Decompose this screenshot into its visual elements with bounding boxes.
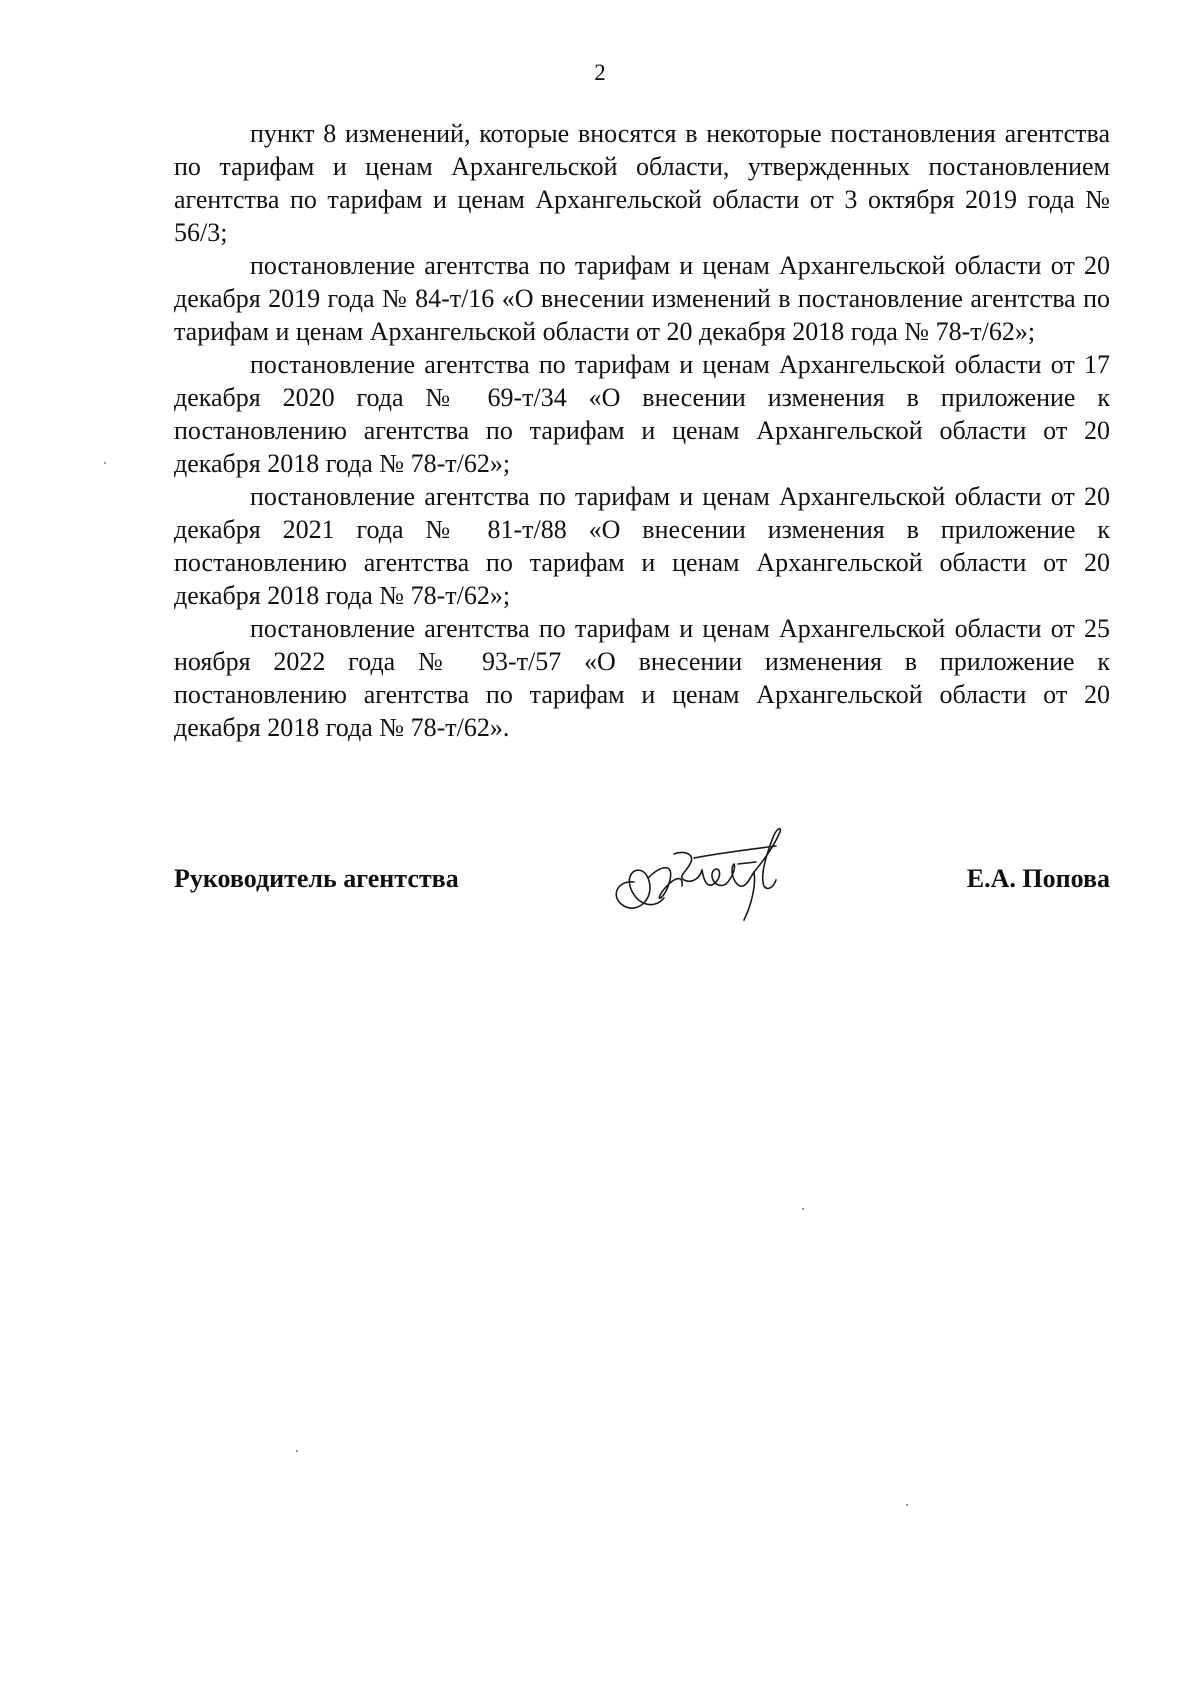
paragraph-resolution-81: постановление агентства по тарифам и ценам Архангельской области от 20 декабря 2021 года № 81-т/88 «О внесении изменения в приложение к постановлению агентства по тарифам и ценам Архангельской области от 20 декабря 2018 года № 78-т/62»; — [174, 482, 1110, 610]
page-number: 2 — [594, 60, 606, 85]
scan-speck — [296, 1450, 298, 1452]
paragraph-item-8-amendment: пункт 8 изменений, которые вносятся в некоторые постановления агентства по тарифам и ценам Архангельской области, утвержденных постановлением агентства по тарифам и ценам Архангельской области от 3 октября 2019 года № 56/3; — [174, 119, 1110, 247]
paragraph-resolution-93: постановление агентства по тарифам и ценам Архангельской области от 25 ноября 2022 года № 93-т/57 «О внесении изменения в приложение к постановлению агентства по тарифам и ценам Архангельской области от 20 декабря 2018 года № 78-т/62». — [174, 614, 1110, 742]
document-body — [174, 117, 1110, 744]
signer-name: Е.А. Попова — [966, 864, 1110, 893]
scan-speck — [906, 1504, 908, 1506]
signer-position: Руководитель агентства — [174, 864, 459, 893]
paragraph-resolution-69: постановление агентства по тарифам и ценам Архангельской области от 17 декабря 2020 года № 69-т/34 «О внесении изменения в приложение к постановлению агентства по тарифам и ценам Архангельской области от 20 декабря 2018 года № 78-т/62»; — [174, 350, 1110, 478]
scan-speck — [802, 1208, 804, 1210]
paragraph-resolution-84: постановление агентства по тарифам и ценам Архангельской области от 20 декабря 2019 года № 84-т/16 «О внесении изменений в постановление агентства по тарифам и ценам Архангельской области от 20 декабря 2018 года № 78-т/62»; — [174, 251, 1110, 346]
scan-speck — [104, 462, 106, 464]
handwritten-signature — [604, 820, 804, 940]
